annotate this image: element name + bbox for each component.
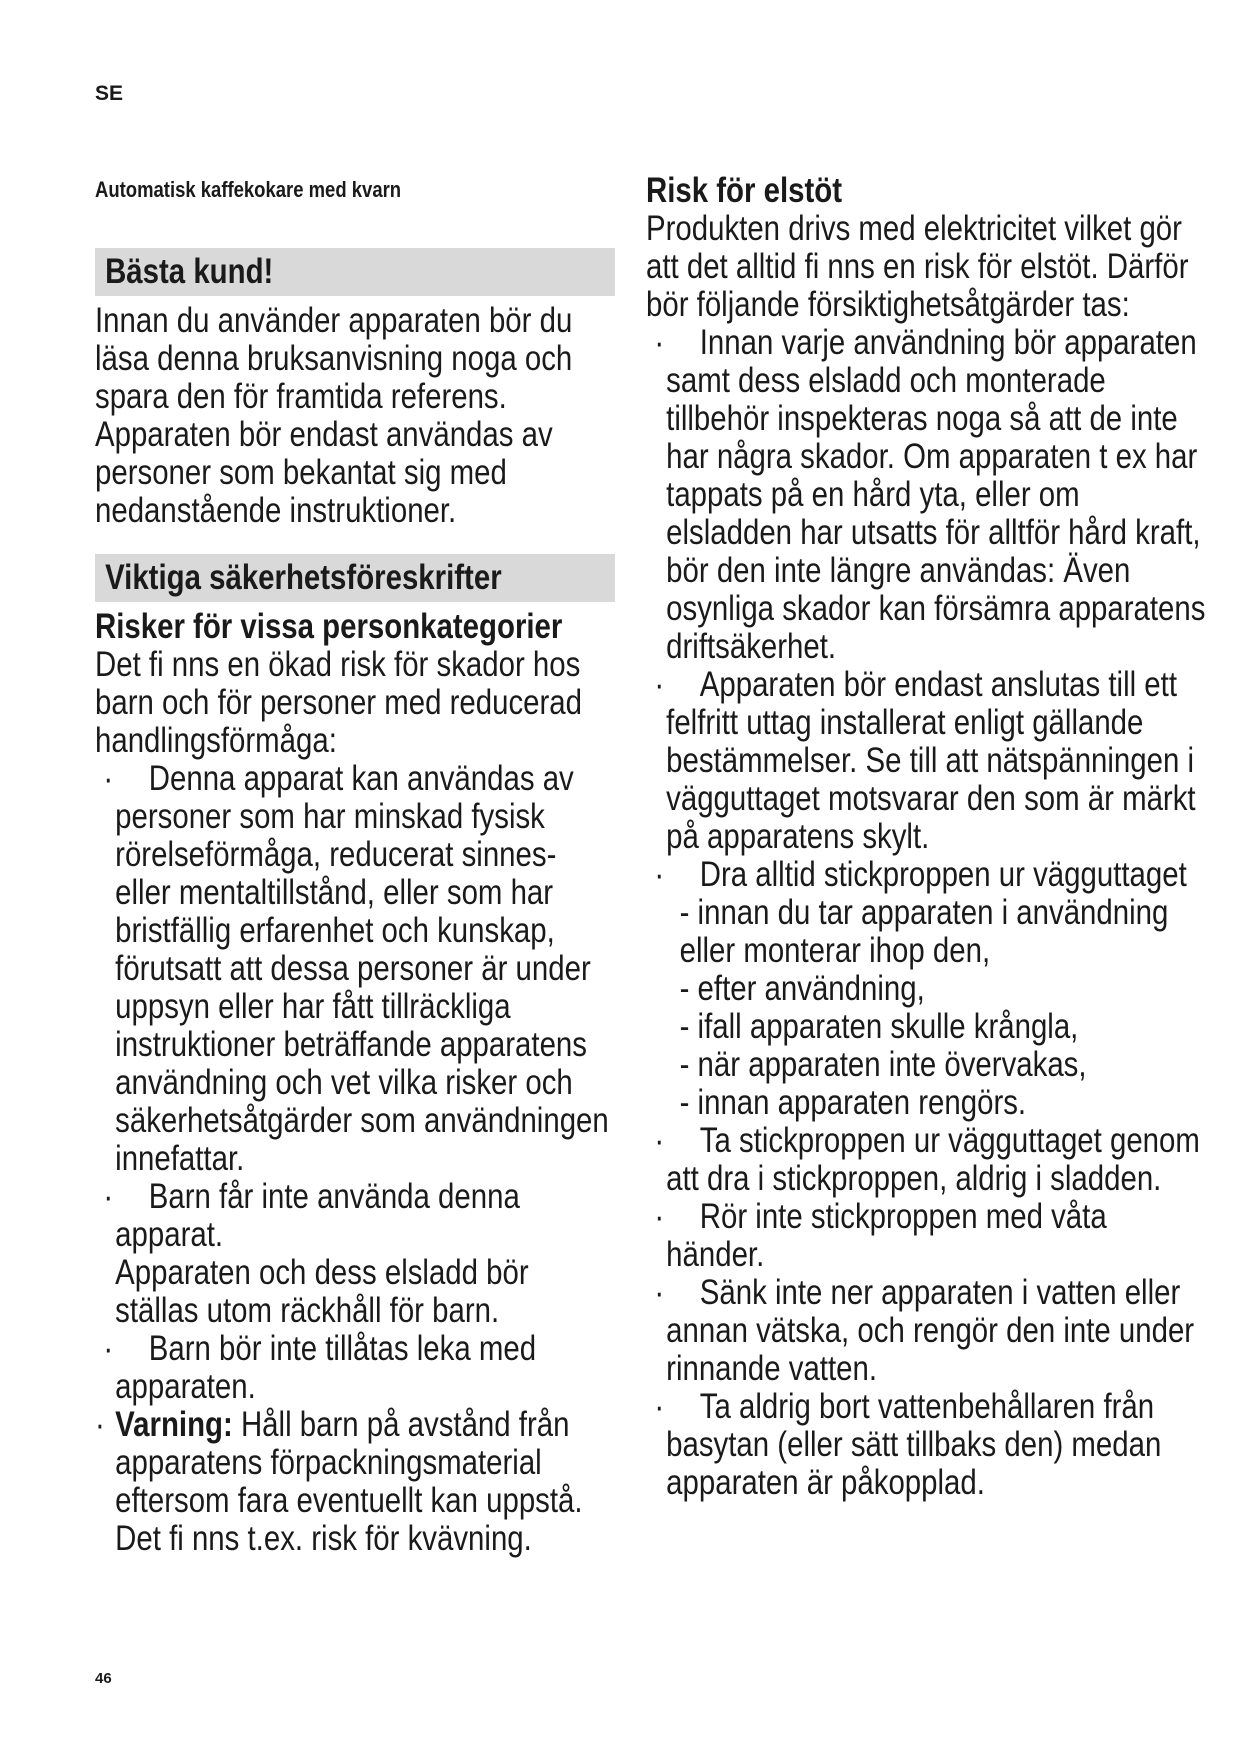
bullet-lead: Sänk inte ner apparaten i vatten eller bbox=[699, 1273, 1181, 1312]
warning-list bbox=[95, 1406, 615, 1558]
risk-category-text: Det fi nns en ökad risk för skador hos barn och för personer med reducerad handlingsförmåga: bbox=[95, 645, 583, 760]
list-item bbox=[95, 1178, 615, 1330]
sub-item: - innan apparaten rengörs. bbox=[679, 1083, 1027, 1122]
bullet-icon: · bbox=[103, 759, 114, 798]
bullet-text: att dra i stickproppen, aldrig i sladden. bbox=[666, 1159, 1162, 1198]
bullet-icon: · bbox=[654, 1197, 665, 1236]
sub-item: - innan du tar apparaten i användning eller monterar ihop den, bbox=[679, 893, 1169, 970]
page-number: 46 bbox=[95, 1670, 112, 1687]
warning-label: Varning: bbox=[115, 1405, 233, 1444]
shock-bullet-list bbox=[646, 324, 1206, 1502]
bullet-icon: · bbox=[103, 1177, 114, 1216]
list-item bbox=[646, 1198, 1206, 1274]
intro-paragraph: Innan du använder apparaten bör du läsa denna bruksanvisning noga och spara den för framtida referens. Apparaten bör endast användas av personer som bekantat sig med nedanstående instruktioner. bbox=[95, 301, 573, 530]
bullet-lead: Barn får inte använda denna apparat. bbox=[115, 1177, 520, 1254]
safety-heading: Viktiga säkerhetsföreskrifter bbox=[95, 554, 615, 602]
bullet-text: annan vätska, och rengör den inte under rinnande vatten. bbox=[666, 1311, 1195, 1388]
bullet-text: samt dess elsladd och monterade tillbehör inspekteras noga så att de inte har några skador. Om apparaten t ex har tappats på en hård yta, eller om elsladden har utsatts för alltför hård kraft, bör den inte längre användas: Även osynliga skador kan försämra apparatens driftsäkerhet. bbox=[666, 361, 1206, 666]
electric-shock-intro: Produkten drivs med elektricitet vilket gör att det alltid fi nns en risk för elstöt. Därför bör följande försiktighetsåtgärder tas: bbox=[646, 209, 1189, 324]
bullet-icon: · bbox=[95, 1405, 105, 1444]
bullet-icon: · bbox=[103, 1329, 114, 1368]
bullet-icon: · bbox=[654, 665, 665, 704]
bullet-lead: Ta aldrig bort vattenbehållaren från bbox=[699, 1387, 1155, 1426]
list-item bbox=[646, 324, 1206, 666]
bullet-lead: Apparaten bör endast anslutas till ett bbox=[699, 665, 1177, 704]
bullet-icon: · bbox=[654, 855, 665, 894]
risk-category-heading: Risker för vissa personkategorier bbox=[95, 607, 563, 646]
risk-bullet-list bbox=[95, 760, 615, 1406]
list-item bbox=[646, 1388, 1206, 1502]
list-item bbox=[646, 1274, 1206, 1388]
bullet-lead: Innan varje användning bör apparaten bbox=[699, 323, 1197, 362]
left-column bbox=[95, 172, 615, 1558]
list-item bbox=[95, 1330, 615, 1406]
bullet-icon: · bbox=[654, 1121, 665, 1160]
bullet-lead: Rör inte stickproppen med våta händer. bbox=[666, 1197, 1107, 1274]
bullet-lead: Denna apparat kan användas av bbox=[148, 759, 574, 798]
sub-item: - ifall apparaten skulle krångla, bbox=[679, 1007, 1079, 1046]
warning-item bbox=[95, 1406, 615, 1558]
bullet-text: personer som har minskad fysisk rörelseförmåga, reducerat sinnes- eller mentaltillstånd, eller som har bristfällig erfarenhet och kunskap, förutsatt att dessa personer är under uppsyn eller har fått tillräckliga instruktioner beträffande apparatens användning och vet vilka risker och säkerhetsåtgärder som användningen innefattar. bbox=[115, 797, 609, 1178]
right-column bbox=[646, 172, 1206, 1502]
bullet-text: apparaten. bbox=[115, 1367, 256, 1406]
bullet-text: Apparaten och dess elsladd bör ställas utom räckhåll för barn. bbox=[115, 1253, 529, 1330]
bullet-icon: · bbox=[654, 1387, 665, 1426]
bullet-lead: Ta stickproppen ur vägguttaget genom bbox=[699, 1121, 1200, 1160]
electric-shock-heading: Risk för elstöt bbox=[646, 171, 843, 210]
list-item bbox=[646, 666, 1206, 856]
list-item bbox=[95, 760, 615, 1178]
bullet-icon: · bbox=[654, 1273, 665, 1312]
sub-item: - när apparaten inte övervakas, bbox=[679, 1045, 1087, 1084]
greeting-heading: Bästa kund! bbox=[95, 248, 615, 296]
product-subtitle: Automatisk kaffekokare med kvarn bbox=[95, 177, 402, 202]
unplug-sub-list bbox=[666, 894, 1206, 1122]
sub-item: - efter användning, bbox=[679, 969, 925, 1008]
language-code: SE bbox=[95, 82, 124, 105]
bullet-text: felfritt uttag installerat enligt gällande bestämmelser. Se till att nätspänningen i vägguttaget motsvarar den som är märkt på apparatens skylt. bbox=[666, 703, 1196, 856]
bullet-lead: Dra alltid stickproppen ur vägguttaget bbox=[699, 855, 1187, 894]
list-item bbox=[646, 1122, 1206, 1198]
bullet-text: basytan (eller sätt tillbaks den) medan apparaten är påkopplad. bbox=[666, 1425, 1162, 1502]
bullet-icon: · bbox=[654, 323, 665, 362]
bullet-lead: Barn bör inte tillåtas leka med bbox=[148, 1329, 537, 1368]
list-item bbox=[646, 856, 1206, 1122]
warning-text: Håll barn på avstånd från apparatens förpackningsmaterial eftersom fara eventuellt kan uppstå. Det fi nns t.ex. risk för kvävning. bbox=[115, 1405, 583, 1558]
